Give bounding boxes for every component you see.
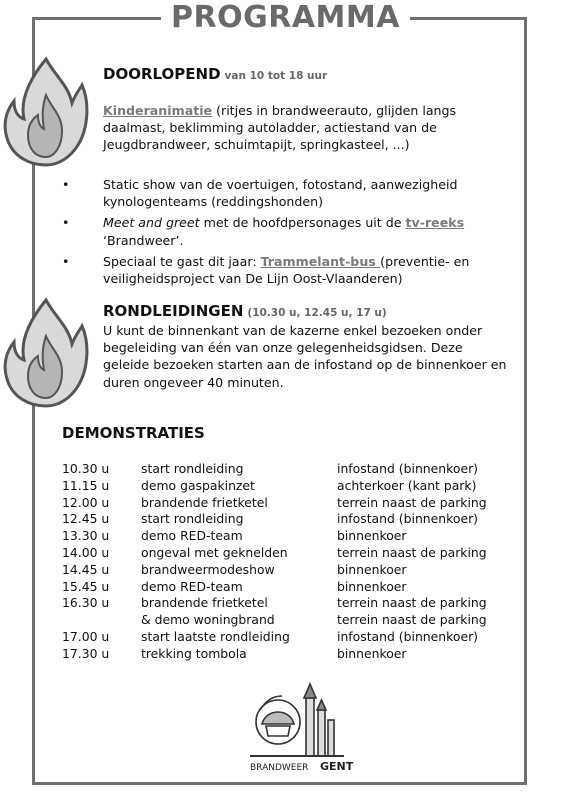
time-cell: 14.00 u — [62, 544, 110, 560]
tv-reeks-link[interactable]: tv-reeks — [405, 215, 465, 231]
page-title: PROGRAMMA — [161, 0, 410, 36]
logo-left-text: BRANDWEER — [250, 763, 309, 773]
table-row — [62, 461, 512, 478]
bullet: • — [62, 215, 70, 231]
rondleidingen-text: U kunt de binnenkant van de kazerne enkel bezoeken onder begeleiding van één van onze gelegenheidsgidsen. Deze geleide bezoeken starten aan de infostand op de binnenkoer en duren ongeveer 40 minuten. — [103, 323, 507, 390]
bullet: • — [62, 177, 70, 192]
table-row — [62, 478, 512, 495]
time-cell — [62, 612, 141, 629]
bullet: • — [62, 253, 70, 269]
table-row — [62, 646, 512, 663]
activity-cell: brandweermodeshow — [141, 561, 275, 577]
bullet-text: (preventie- en veiligheidsproject van De Lijn Oost-Vlaanderen) — [103, 253, 470, 287]
table-row — [62, 511, 512, 528]
location-cell: binnenkoer — [337, 645, 407, 661]
table-row — [62, 562, 512, 579]
brandweer-gent-logo — [248, 680, 358, 780]
activity-cell: start rondleiding — [141, 461, 244, 476]
time-cell: 15.45 u — [62, 578, 110, 594]
activity-cell: brandende frietketel — [141, 595, 268, 611]
time-cell: 11.15 u — [62, 477, 110, 493]
meet-greet-text: Meet and greet — [103, 215, 200, 231]
activity-cell: trekking tombola — [141, 645, 247, 661]
list-item — [62, 176, 512, 210]
flame-icon — [0, 55, 92, 167]
doorlopend-title: DOORLOPEND — [103, 65, 221, 83]
time-cell: 16.30 u — [62, 595, 110, 611]
demonstraties-heading: DEMONSTRATIES — [62, 424, 205, 442]
activity-cell: ongeval met geknelden — [141, 544, 288, 560]
location-cell: achterkoer (kant park) — [337, 477, 477, 493]
location-cell: binnenkoer — [337, 561, 407, 577]
rondleidingen-title: RONDLEIDINGEN — [103, 302, 244, 320]
table-row — [62, 495, 512, 512]
location-cell: infostand (binnenkoer) — [337, 461, 478, 476]
bullet-text: Static show van de voertuigen, fotostand, aanwezigheid kynologenteams (reddingshonden) — [103, 177, 458, 210]
time-cell: 10.30 u — [62, 461, 110, 476]
table-row — [62, 579, 512, 596]
table-row — [62, 629, 512, 646]
flame-icon — [0, 296, 92, 408]
location-cell: terrein naast de parking — [337, 612, 487, 628]
location-cell: infostand (binnenkoer) — [337, 511, 478, 527]
doorlopend-hours: van 10 tot 18 uur — [224, 70, 328, 82]
rondleidingen-heading — [103, 302, 387, 320]
time-cell: 17.00 u — [62, 628, 110, 644]
time-cell: 13.30 u — [62, 528, 110, 544]
time-cell: 17.30 u — [62, 645, 110, 661]
activity-cell: brandende frietketel — [141, 494, 268, 510]
schedule-table — [62, 461, 512, 663]
kinderanimatie-text: (ritjes in brandweerauto, glijden langs daalmast, beklimming autoladder, actiestand van de Jeugdbrandweer, schuimtapijt, springkasteel, ...) — [103, 103, 457, 153]
activity-cell: start rondleiding — [141, 511, 244, 527]
time-cell: 14.45 u — [62, 561, 110, 577]
location-cell: infostand (binnenkoer) — [337, 628, 478, 644]
title-bar — [0, 0, 571, 36]
bullet-text: ‘Brandweer’. — [103, 232, 184, 248]
time-cell: 12.00 u — [62, 494, 110, 510]
activity-cell: start laatste rondleiding — [141, 628, 290, 644]
table-row — [62, 545, 512, 562]
table-row — [62, 595, 512, 612]
location-cell: binnenkoer — [337, 528, 407, 544]
doorlopend-heading — [103, 65, 327, 83]
location-cell: terrein naast de parking — [337, 544, 487, 560]
rondleidingen-times: (10.30 u, 12.45 u, 17 u) — [247, 307, 387, 319]
list-item — [62, 214, 512, 248]
logo-right-text: GENT — [320, 760, 354, 773]
activity-cell: demo RED-team — [141, 528, 243, 544]
activity-cell: demo RED-team — [141, 578, 243, 594]
table-row — [62, 612, 512, 629]
location-cell: binnenkoer — [337, 578, 407, 594]
activity-list — [62, 176, 512, 291]
location-cell: terrein naast de parking — [337, 494, 487, 510]
activity-cell: & demo woningbrand — [141, 612, 275, 628]
kinderanimatie-paragraph — [103, 102, 511, 154]
bullet-text: met de hoofdpersonages uit de — [199, 215, 406, 231]
bullet-text: Speciaal te gast dit jaar: — [103, 253, 261, 269]
table-row — [62, 528, 512, 545]
list-item — [62, 253, 512, 287]
time-cell: 12.45 u — [62, 511, 110, 527]
activity-cell: demo gaspakinzet — [141, 477, 255, 493]
kinderanimatie-link[interactable]: Kinderanimatie — [103, 103, 213, 118]
location-cell: terrein naast de parking — [337, 595, 487, 611]
trammelant-bus-link[interactable]: Trammelant-bus — [260, 253, 381, 269]
